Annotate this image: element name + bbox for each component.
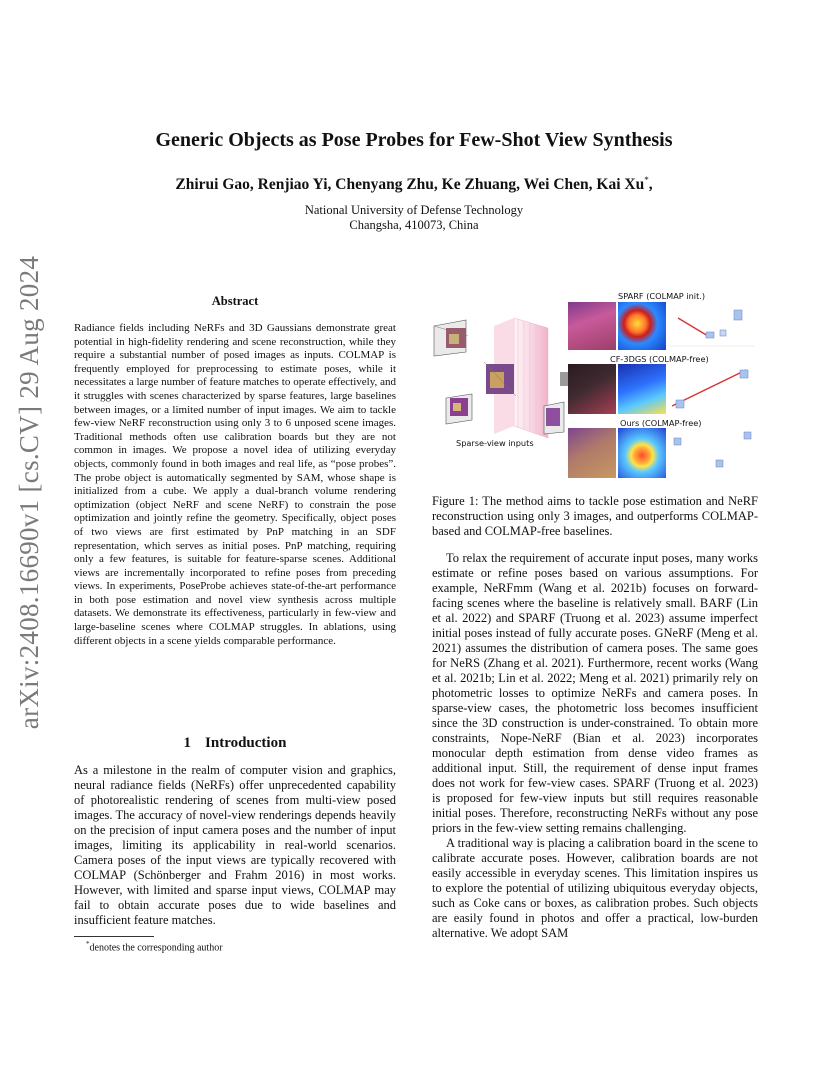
abstract-body: [74, 322, 396, 648]
caption-text: Figure 1: The method aims to tackle pose estimation and NeRF reconstruction using only 3 images, and outperforms COLMAP-based and COLMAP-free baselines.: [432, 494, 758, 538]
camera-frustum-middle: [484, 362, 516, 396]
section-heading: [74, 735, 396, 752]
affiliation-institution: National University of Defense Technology: [304, 203, 524, 217]
cf3dgs-render: [568, 364, 616, 414]
affiliation-address: Changsha, 410073, China: [349, 218, 479, 232]
abstract-heading: Abstract: [211, 294, 259, 308]
right-column-body: [432, 551, 758, 941]
abstract-text: Radiance fields including NeRFs and 3D Gaussians demonstrate great potential in high-fidelity rendering and scene reconstruction, while they require a substantial number of posed images as inputs. COLMAP is frequently employed for preprocessing to estimate poses, while it necessitates a large number of feature matches to operate effectively, and it struggles with scenes characterized by sparse features, large baselines between images, or a limited number of input images. We aim to tackle few-view NeRF reconstruction using only 3 to 6 unposed scene images. Traditional methods often use calibration boards but they are not common in images. We propose a novel idea of utilizing everyday objects, commonly found in both images and real life, as “pose probes”. The probe object is automatically segmented by SAM, whose shape is initialized from a cube. We apply a dual-branch volume rendering optimization (object NeRF and scene NeRF) to constrain the pose optimization and jointly refine the geometry. Specifically, object poses of two views are first estimated by PnP matching in an SDF representation, which serves as initial poses. PnP matching, requiring only a few features, is suitable for feature-sparse scenes. Additional views are incrementally incorporated to refine poses from preceding views. In experiments, PoseProbe achieves state-of-the-art performance in both pose estimation and novel view synthesis across multiple datasets. We demonstrate its effectiveness, particularly in few-view and large-baseline scenes where COLMAP struggles. In ablations, using different objects in a scene yields comparable performance.: [74, 322, 396, 647]
label-sparse-inputs: Sparse-view inputs: [456, 438, 534, 448]
section-title: Introduction: [205, 735, 287, 751]
author-trailing: ,: [648, 176, 653, 194]
sparf-pose-plot: [668, 302, 756, 350]
sparf-depth: [618, 302, 666, 350]
label-ours: Ours (COLMAP-free): [620, 418, 702, 428]
camera-frustum-top: [434, 320, 468, 356]
ours-pose-plot: [668, 428, 756, 478]
footnote-mark: *: [86, 940, 90, 948]
corresponding-mark: *: [644, 175, 649, 185]
footnote-rule: [74, 936, 154, 937]
arxiv-stamp: [12, 255, 48, 729]
cf3dgs-pose-plot: [668, 364, 756, 414]
footnote: [86, 940, 223, 953]
footnote-text: denotes the corresponding author: [89, 942, 223, 954]
body-paragraph: A traditional way is placing a calibration board in the scene to calibrate accurate poses. However, calibration boards are not easily accessible in everyday scenes. This limitation inspires us to explore the potential of utilizing ubiquitous everyday objects, such as Coke cans or boxes, as calibration probes. Such objects are easily found in photos and offer a practical, low-burden alternative. We adopt SAM: [432, 836, 758, 940]
label-sparf: SPARF (COLMAP init.): [618, 291, 706, 301]
figure-caption: [432, 494, 758, 539]
figure-1: [432, 288, 758, 482]
ours-render: [568, 428, 616, 478]
section-number: 1: [183, 735, 192, 751]
paper-title: Generic Objects as Pose Probes for Few-Shot View Synthesis: [155, 129, 673, 151]
scene-schematic: [432, 312, 566, 442]
camera-frustum-bottom: [446, 394, 472, 424]
intro-body: [74, 763, 396, 928]
label-cf3dgs: CF-3DGS (COLMAP-free): [610, 354, 709, 364]
cf3dgs-depth: [618, 364, 666, 414]
body-paragraph: To relax the requirement of accurate input poses, many works estimate or refine poses based on various assumptions. For example, NeRFmm (Wang et al. 2021b) focuses on forward-facing scenes where the baseline is relatively small. BARF (Lin et al. 2022) and SPARF (Truong et al. 2023) assume imperfect initial poses instead of fully accurate poses. GNeRF (Meng et al. 2021) assumes the distribution of camera poses. The same goes for NeRS (Zhang et al. 2021). Furthermore, recent works (Wang et al. 2021b; Lin et al. 2022; Meng et al. 2021) primarily rely on photometric losses to optimize NeRFs and camera poses. In sparse-view cases, the photometric loss becomes insufficient since the 3D construction is under-constrained. To obtain more constraints, Nope-NeRF (Bian et al. 2023) incorporates monocular depth estimation from dense video frames as additional input. Still, the requirement of dense input frames does not work for few-view cases. SPARF (Truong et al. 2023) is proposed for few-view inputs but still requires reasonable initial poses. Therefore, reconstructing NeRFs without any pose priors in the few-view setting remains challenging.: [432, 551, 758, 835]
camera-frustum-right: [544, 402, 564, 434]
sparf-render: [568, 302, 616, 350]
arxiv-id: arXiv:2408.16690v1 [cs.CV] 29 Aug 2024: [14, 255, 45, 729]
affiliation: [0, 203, 828, 233]
ours-depth: [618, 428, 666, 478]
author-names: Zhirui Gao, Renjiao Yi, Chenyang Zhu, Ke Zhuang, Wei Chen, Kai Xu: [175, 176, 645, 194]
intro-paragraph: As a milestone in the realm of computer vision and graphics, neural radiance fields (NeRFs) offer unprecedented capability of photorealistic rendering of scenes from multi-view posed images. The accuracy of novel-view renderings depends heavily on the precision of input camera poses and the number of input images, limiting its applicability in real-world scenarios. Camera poses of the input views are typically recovered with COLMAP (Schönberger and Frahm 2016) in most works. However, with limited and sparse input views, COLMAP may fail to obtain accurate poses due to wide baselines and insufficient feature matches.: [74, 763, 396, 927]
author-list: [0, 175, 828, 194]
